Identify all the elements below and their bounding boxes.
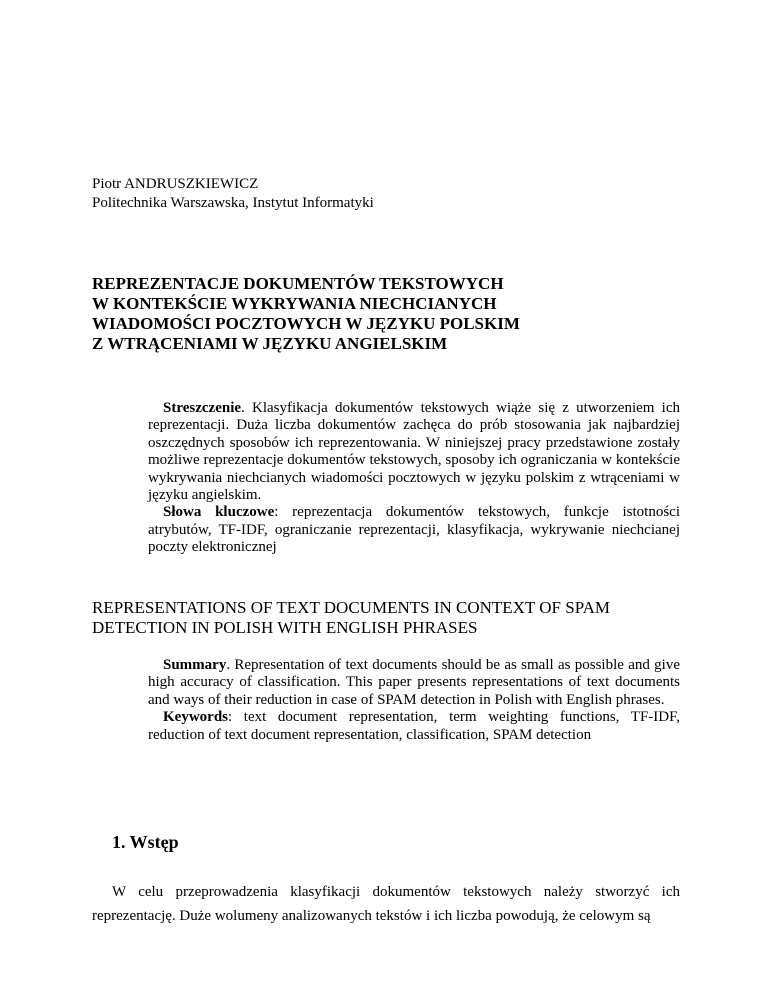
- keywords-polish-text: : reprezentacja dokumentów tekstowych, funkcje istotności atrybutów, TF-IDF, ograniczanie reprezentacji, klasyfikacja, wykrywanie niechcianej poczty elektronicznej: [148, 504, 681, 556]
- title-polish-line: Z WTRĄCENIAMI W JĘZYKU ANGIELSKIM: [92, 334, 448, 353]
- abstract-polish-text: . Klasyfikacja dokumentów tekstowych wiąże się z utworzeniem ich reprezentacji. Duża liczba dokumentów zachęca do prób stosowania jak najbardziej oszczędnych sposobów ich reprezentowania. W niniejszej pracy przedstawione zostały możliwe reprezentacje dokumentów tekstowych, sposoby ich ograniczania w kontekście wykrywania niechcianych wiadomości pocztowych w języku polskim z wtrąceniami w języku angielskim.: [148, 400, 680, 504]
- abstract-english-paragraph: [148, 657, 680, 709]
- author-affiliation: Politechnika Warszawska, Instytut Informatyki: [92, 195, 374, 211]
- abstract-english-text: . Representation of text documents should be as small as possible and give high accuracy of classification. This paper presents representations of text documents and ways of their reduction in case of SPAM detection in Polish with English phrases.: [148, 657, 680, 708]
- title-english: [92, 598, 712, 638]
- section-paragraph: W celu przeprowadzenia klasyfikacji dokumentów tekstowych należy stworzyć ich reprezentację. Duże wolumeny analizowanych tekstów i ich liczba powodują, że celowym są: [92, 884, 680, 925]
- keywords-polish-label: Słowa kluczowe: [163, 504, 275, 521]
- title-polish-line: WIADOMOŚCI POCZTOWYCH W JĘZYKU POLSKIM: [92, 314, 520, 333]
- abstract-english-label: Summary: [163, 657, 227, 673]
- abstract-polish-paragraph: [148, 400, 680, 504]
- abstract-polish: [148, 400, 680, 557]
- title-english-line: REPRESENTATIONS OF TEXT DOCUMENTS IN CONTEXT OF SPAM: [92, 598, 610, 617]
- keywords-english-label: Keywords: [163, 709, 228, 726]
- section-body: [92, 880, 680, 928]
- author-name: Piotr ANDRUSZKIEWICZ: [92, 176, 259, 192]
- keywords-polish-paragraph: [148, 504, 680, 556]
- title-english-line: DETECTION IN POLISH WITH ENGLISH PHRASES: [92, 618, 478, 637]
- keywords-english-paragraph: [148, 709, 680, 744]
- abstract-english: [148, 657, 680, 744]
- author-block: [92, 175, 374, 213]
- title-polish-line: REPREZENTACJE DOKUMENTÓW TEKSTOWYCH: [92, 274, 504, 293]
- section-heading: 1. Wstęp: [112, 832, 179, 852]
- keywords-english-text: : text document representation, term weighting functions, TF-IDF, reduction of text document representation, classification, SPAM detection: [148, 709, 680, 743]
- title-polish-line: W KONTEKŚCIE WYKRYWANIA NIECHCIANYCH: [92, 294, 497, 313]
- title-polish: [92, 274, 692, 354]
- abstract-polish-label: Streszczenie: [163, 400, 242, 416]
